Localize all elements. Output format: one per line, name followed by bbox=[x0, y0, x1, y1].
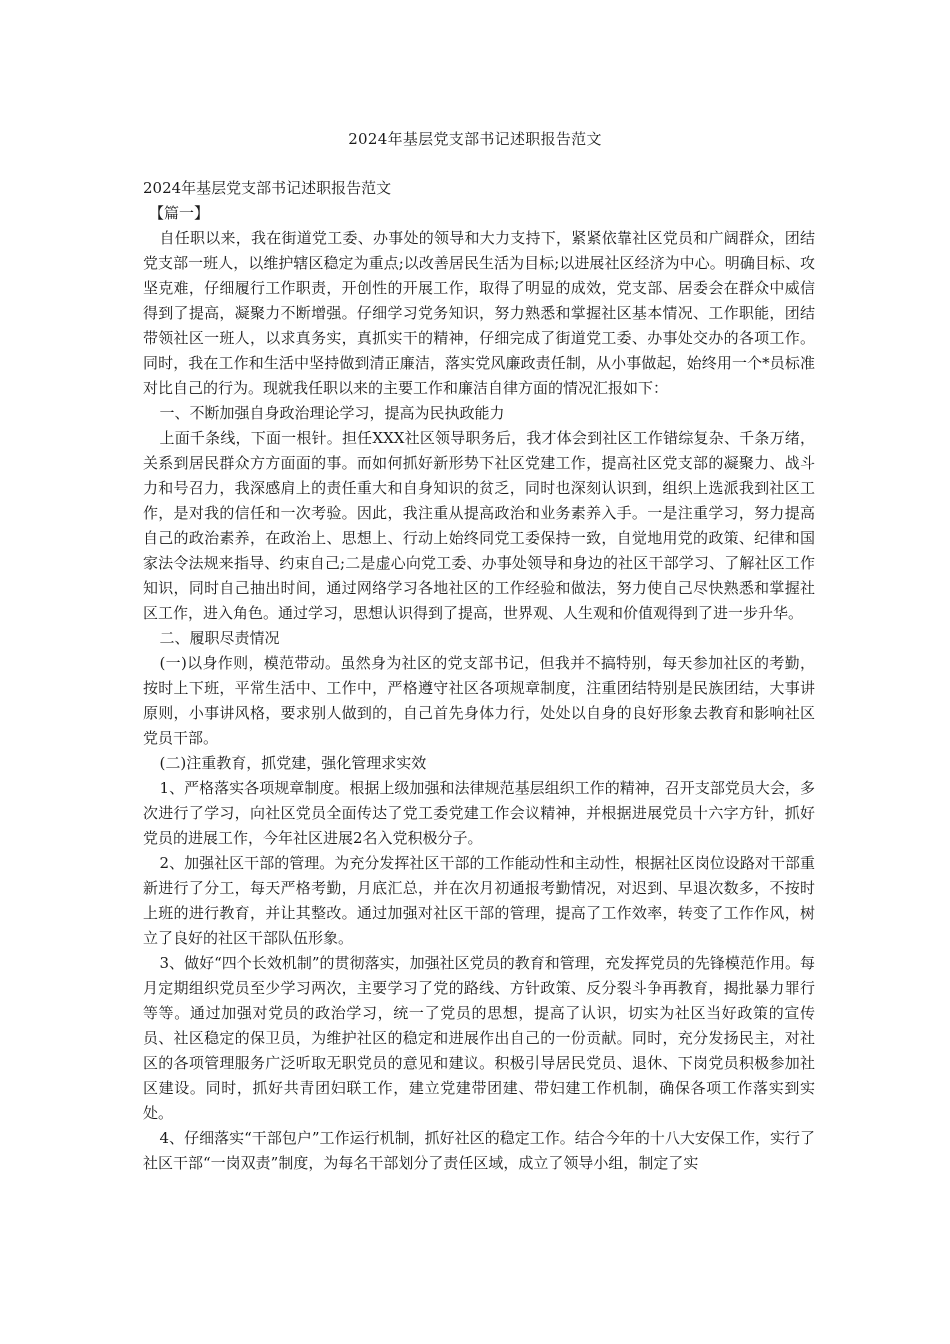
document-body bbox=[143, 176, 815, 1176]
paragraph: 1、严格落实各项规章制度。根据上级加强和法律规范基层组织工作的精神，召开支部党员大会，多次进行了学习，向社区党员全面传达了党工委党建工作会议精神，并根据进展党员十六字方针，抓好党员的进展工作，今年社区进展2名入党积极分子。 bbox=[143, 779, 815, 847]
subsection-heading: (二)注重教育，抓党建，强化管理求实效 bbox=[159, 754, 427, 772]
paragraph: 4、仔细落实“干部包户”工作运行机制，抓好社区的稳定工作。结合今年的十八大安保工作，实行了社区干部“一岗双责”制度，为每名干部划分了责任区域，成立了领导小组，制定了实 bbox=[143, 1129, 815, 1172]
document-title: 2024年基层党支部书记述职报告范文 bbox=[348, 130, 602, 148]
paragraph: 自任职以来，我在街道党工委、办事处的领导和大力支持下，紧紧依靠社区党员和广阔群众，团结党支部一班人，以维护辖区稳定为重点;以改善居民生活为目标;以进展社区经济为中心。明确目标、攻坚克难，仔细履行工作职责，开创性的开展工作，取得了明显的成效，党支部、居委会在群众中威信得到了提高，凝聚力不断增强。仔细学习党务知识，努力熟悉和掌握社区基本情况、工作职能，团结带领社区一班人，以求真务实，真抓实干的精神，仔细完成了街道党工委、办事处交办的各项工作。同时，我在工作和生活中坚持做到清正廉洁，落实党风廉政责任制，从小事做起，始终用一个*员标准对比自己的行为。现就我任职以来的主要工作和廉洁自律方面的情况汇报如下： bbox=[143, 229, 815, 397]
paragraph: 上面千条线，下面一根针。担任XXX社区领导职务后，我才体会到社区工作错综复杂、千条万绪，关系到居民群众方方面面的事。而如何抓好新形势下社区党建工作，提高社区党支部的凝聚力、战斗力和号召力，我深感肩上的责任重大和自身知识的贫乏，同时也深刻认识到，组织上选派我到社区工作，是对我的信任和一次考验。因此，我注重从提高政治和业务素养入手。一是注重学习，努力提高自己的政治素养，在政治上、思想上、行动上始终同党工委保持一致，自觉地用党的政策、纪律和国家法令法规来指导、约束自己;二是虚心向党工委、办事处领导和身边的社区干部学习、了解社区工作知识，同时自己抽出时间，通过网络学习各地社区的工作经验和做法，努力使自己尽快熟悉和掌握社区工作，进入角色。通过学习，思想认识得到了提高，世界观、人生观和价值观得到了进一步升华。 bbox=[143, 429, 815, 622]
section-heading: 二、履职尽责情况 bbox=[159, 629, 280, 647]
paragraph: 2、加强社区干部的管理。为充分发挥社区干部的工作能动性和主动性，根据社区岗位设路对干部重新进行了分工，每天严格考勤，月底汇总，并在次月初通报考勤情况，对迟到、早退次数多，不按时上班的进行教育，并让其整改。通过加强对社区干部的管理，提高了工作效率，转变了工作作风，树立了良好的社区干部队伍形象。 bbox=[143, 854, 815, 947]
section-tag: 【篇一】 bbox=[149, 204, 210, 222]
section-heading: 一、不断加强自身政治理论学习，提高为民执政能力 bbox=[159, 404, 505, 422]
document-subtitle: 2024年基层党支部书记述职报告范文 bbox=[143, 179, 392, 197]
paragraph: 3、做好“四个长效机制”的贯彻落实，加强社区党员的教育和管理，充发挥党员的先锋模范作用。每月定期组织党员至少学习两次，主要学习了党的路线、方针政策、反分裂斗争再教育，揭批暴力罪行等等。通过加强对党员的政治学习，统一了党员的思想，提高了认识，切实为社区当好政策的宣传员、社区稳定的保卫员，为维护社区的稳定和进展作出自己的一份贡献。同时，充分发扬民主，对社区的各项管理服务广泛听取无职党员的意见和建议。积极引导居民党员、退休、下岗党员积极参加社区建设。同时，抓好共青团妇联工作，建立党建带团建、带妇建工作机制，确保各项工作落实到实处。 bbox=[143, 954, 815, 1122]
paragraph: (一)以身作则，模范带动。虽然身为社区的党支部书记，但我并不搞特别，每天参加社区的考勤，按时上下班，平常生活中、工作中，严格遵守社区各项规章制度，注重团结特别是民族团结，大事讲原则，小事讲风格，要求别人做到的，自己首先身体力行，处处以自身的良好形象去教育和影响社区党员干部。 bbox=[143, 654, 815, 747]
